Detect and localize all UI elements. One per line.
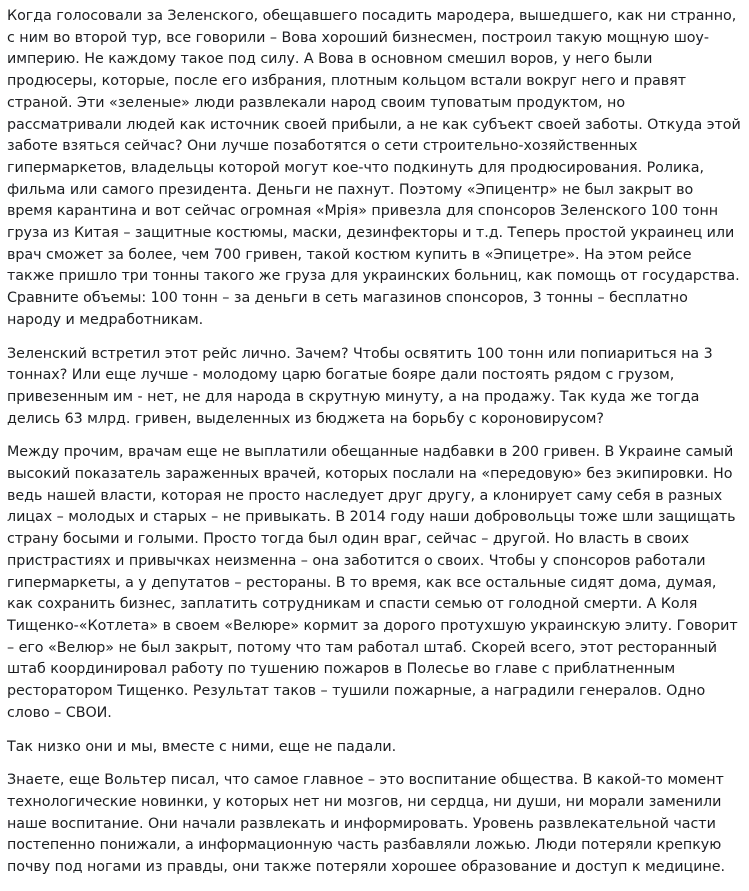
paragraph-1: Когда голосовали за Зеленского, обещавшего посадить мародера, вышедшего, как ни странно, с ним во второй тур, все говорили – Вова хороший бизнесмен, построил такую мощную шоу-империю. Не каждому такое под силу. А Вова в основном смешил воров, у него были продюсеры, которые, после его избрания, плотным кольцом встали вокруг него и правят страной. Эти «зеленые» люди развлекали народ своим туповатым продуктом, но рассматривали людей как источник своей прибыли, а не как субъект своей заботы. Откуда этой заботе взяться сейчас? Они лучше позаботятся о сети строительно-хозяйственных гипермаркетов, владельцы которой могут кое-что подкинуть для продюсирования. Ролика, фильма или самого президента. Деньги не пахнут. Поэтому «Эпицентр» не был закрыт во время карантина и вот сейчас огромная «Mрія» привезла для спонсоров Зеленского 100 тонн груза из Китая – защитные костюмы, маски, дезинфекторы и т.д. Теперь простой украинец или врач сможет за более, чем 700 гривен, такой костюм купить в «Эпицетре». На этом рейсе также пришло три тонны такого же груза для украинских больниц, как помощь от государства. Сравните объемы: 100 тонн – за деньги в сеть магазинов спонсоров, 3 тонны – бесплатно народу и медработникам. (7, 8, 741, 328)
post-text (7, 6, 743, 891)
paragraph-2: Зеленский встретил этот рейс лично. Зачем? Чтобы освятить 100 тонн или попиариться на 3 тоннах? Или еще лучше - молодому царю богатые бояре дали постоять рядом с грузом, привезенным им - нет, не для народа в скрутную минуту, а на продажу. Так куда же тогда делись 63 млрд. гривен, выделенных из бюджета на борьбу с короновирусом? (7, 345, 713, 427)
paragraph-4: Так низко они и мы, вместе с ними, еще не падали. (7, 738, 397, 755)
paragraph-5: Знаете, еще Вольтер писал, что самое главное – это воспитание общества. В какой-то момент технологические новинки, у которых нет ни мозгов, ни сердца, ни души, ни морали заменили наше воспитание. Они начали развлекать и информировать. Уровень развлекательной части постепенно понижали, а информационную часть разбавляли ложью. Люди потеряли крепкую почву под ногами из правды, они также потеряли хорошее образование и доступ к медицине. (7, 772, 726, 876)
paragraph-3: Между прочим, врачам еще не выплатили обещанные надбавки в 200 гривен. В Украине самый высокий показатель зараженных врачей, которых послали на «передовую» без экипировки. Но ведь нашей власти, которая не просто наследует друг другу, а клонирует саму себя в разных лицах – молодых и старых – не привыкать. В 2014 году наши добровольцы тоже шли защищать страну босыми и голыми. Просто тогда был один враг, сейчас – другой. Но власть в своих пристрастиях и привычках неизменна – она заботится о своих. Чтобы у спонсоров работали гипермаркеты, а у депутатов – рестораны. В то время, как все остальные сидят дома, думая, как сохранить бизнес, заплатить сотрудникам и спасти семью от голодной смерти. А Коля Тищенко-«Котлета» в своем «Велюре» кормит за дорого протухшую украинскую элиту. Говорит – его «Велюр» не был закрыт, потому что там работал штаб. Скорей всего, этот ресторанный штаб координировал работу по тушению пожаров в Полесье во главе с приблатненным ресторатором Тищенко. Результат таков – тушили пожарные, а наградили генералов. Одно слово – СВОИ. (7, 444, 738, 721)
